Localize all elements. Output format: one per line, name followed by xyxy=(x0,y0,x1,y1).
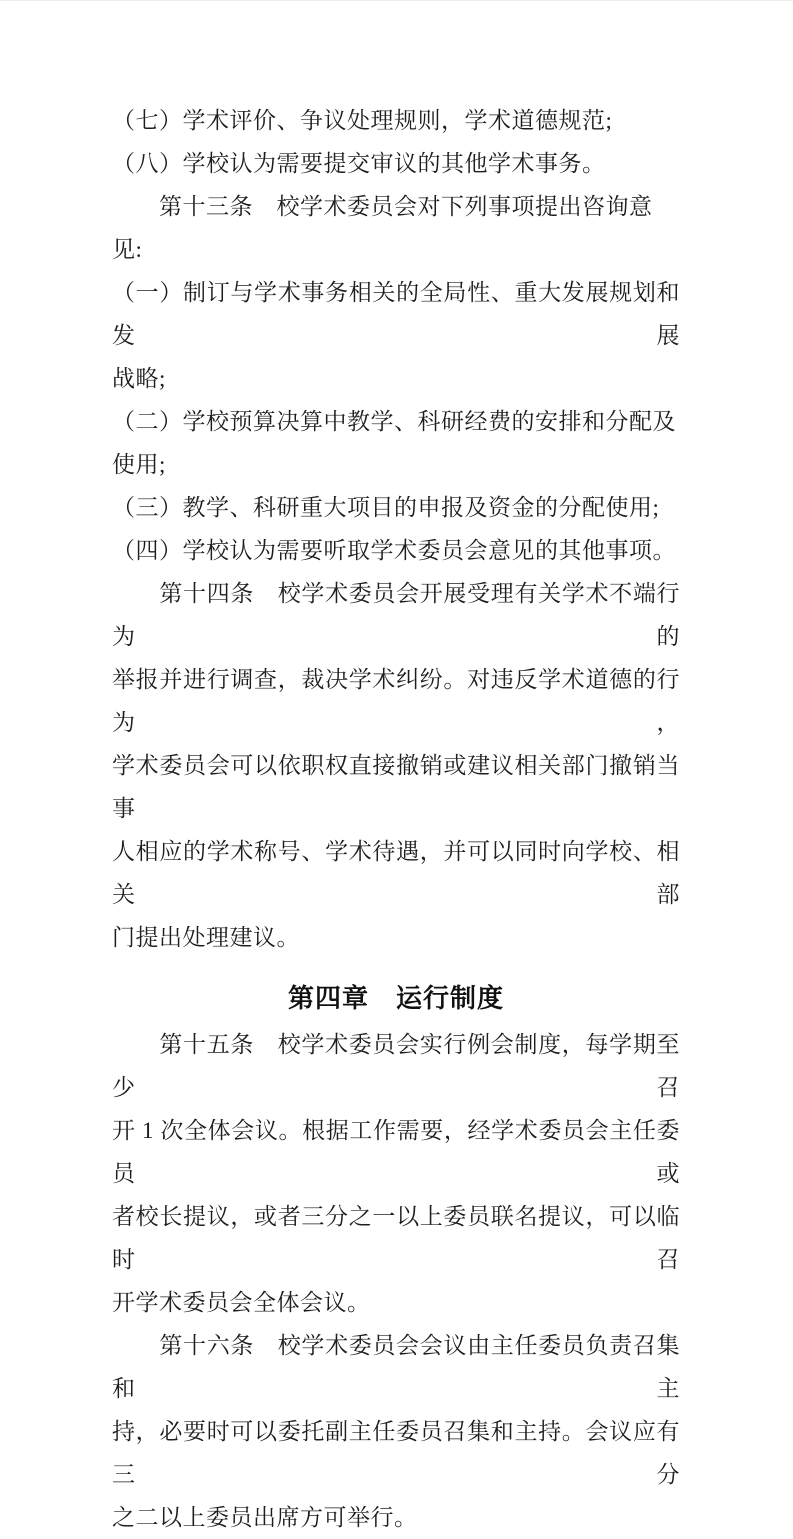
text-line: 学术委员会可以依职权直接撤销或建议相关部门撤销当事 xyxy=(112,753,680,821)
document-body xyxy=(112,99,680,1539)
text-line: 第十五条 校学术委员会实行例会制度，每学期至少召 xyxy=(112,1032,680,1100)
text-line: （一）制订与学术事务相关的全局性、重大发展规划和发展 xyxy=(112,280,680,348)
text-line: （八）学校认为需要提交审议的其他学术事务。 xyxy=(112,151,606,176)
text-line: （二）学校预算决算中教学、科研经费的安排和分配及使用; xyxy=(112,409,676,477)
chapter-heading: 第四章 运行制度 xyxy=(287,984,504,1013)
text-line: 人相应的学术称号、学术待遇，并可以同时向学校、相关部 xyxy=(112,839,680,907)
text-line: 之二以上委员出席方可举行。 xyxy=(112,1505,418,1530)
text-line: 第十四条 校学术委员会开展受理有关学术不端行为的 xyxy=(112,581,680,649)
text-line: 举报并进行调查，裁决学术纠纷。对违反学术道德的行为， xyxy=(112,667,680,735)
text-line: （三）教学、科研重大项目的申报及资金的分配使用; xyxy=(112,495,660,520)
text-line: 第十三条 校学术委员会对下列事项提出咨询意见: xyxy=(112,194,653,262)
text-line: 门提出处理建议。 xyxy=(112,925,300,950)
text-line: 开学术委员会全体会议。 xyxy=(112,1290,371,1315)
text-line: （七）学术评价、争议处理规则，学术道德规范; xyxy=(112,108,613,133)
text-line: 开 1 次全体会议。根据工作需要，经学术委员会主任委员或 xyxy=(112,1118,680,1186)
text-line: 第十六条 校学术委员会会议由主任委员负责召集和主 xyxy=(112,1333,680,1401)
text-line: （四）学校认为需要听取学术委员会意见的其他事项。 xyxy=(112,538,676,563)
text-line: 者校长提议，或者三分之一以上委员联名提议，可以临时召 xyxy=(112,1204,680,1272)
text-line: 持，必要时可以委托副主任委员召集和主持。会议应有三分 xyxy=(112,1419,680,1487)
text-line: 战略; xyxy=(112,366,166,391)
